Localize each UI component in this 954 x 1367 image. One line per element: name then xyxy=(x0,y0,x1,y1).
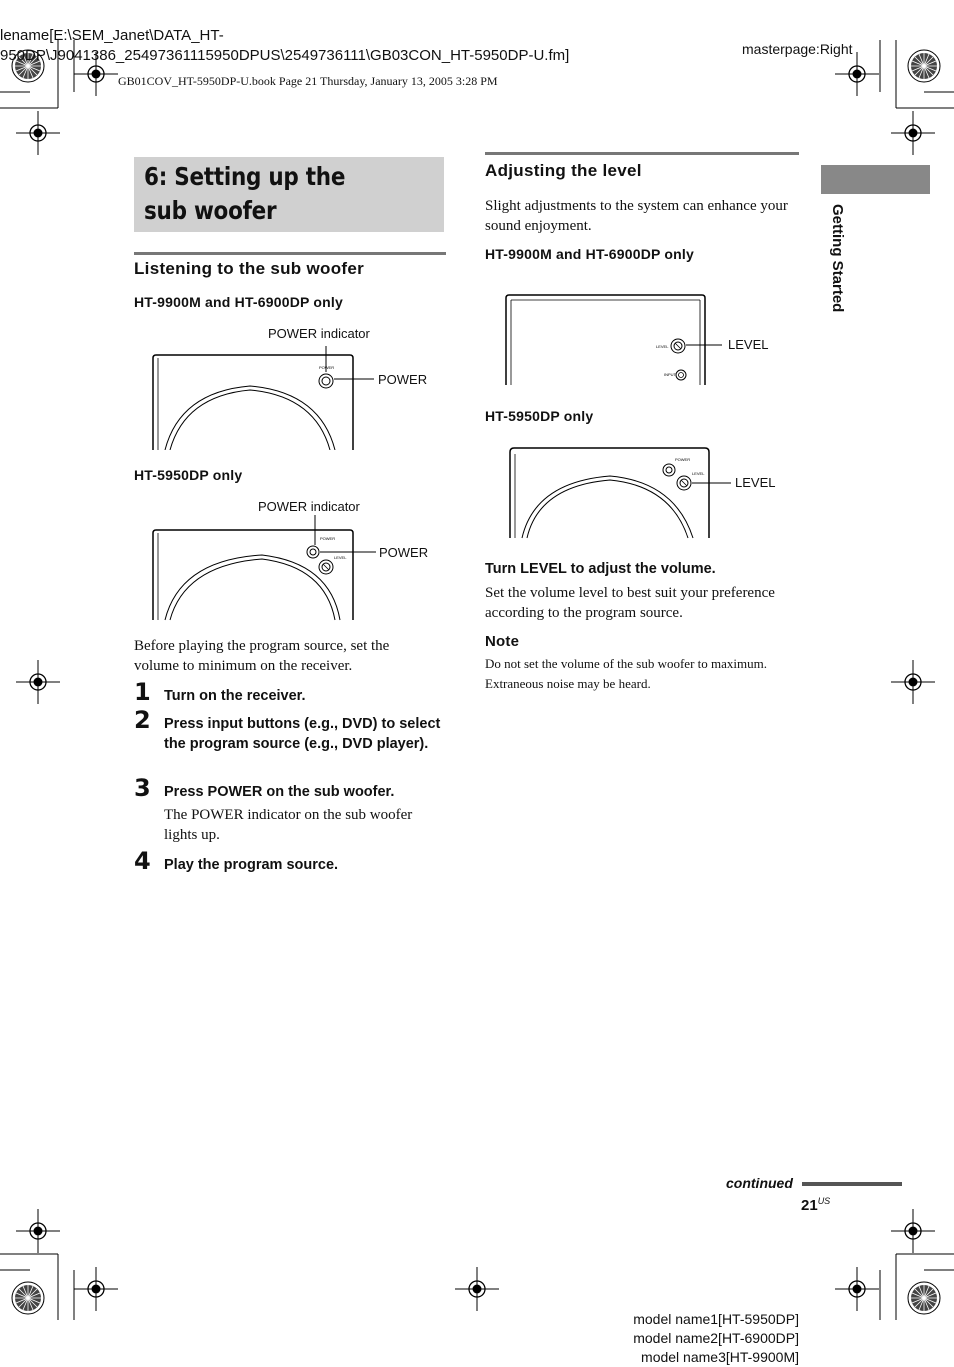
right-heading: Adjusting the level xyxy=(485,161,642,180)
section-title-box xyxy=(134,157,444,232)
power-indicator-label-2: POWER indicator xyxy=(258,499,360,514)
power-button-label-2: POWER xyxy=(379,545,429,560)
right-instruction-detail: Set the volume level to best suit your preference according to the program source. xyxy=(485,585,775,621)
tiny-level-text-2: LEVEL xyxy=(334,555,347,560)
note-text: Do not set the volume of the sub woofer to maximum. Extraneous noise may be heard. xyxy=(485,656,767,691)
header-filename-line2: 950DP\J9041386_25497361115950DPUS\2549736111\GB03CON_HT-5950DP-U.fm] xyxy=(0,47,570,64)
level-label-2: LEVEL xyxy=(735,475,776,490)
header-filename-line1: lename[E:\SEM_Janet\DATA_HT- xyxy=(0,27,224,44)
step-number-2: 2 xyxy=(134,706,151,734)
step-text-4: Play the program source. xyxy=(164,857,339,873)
note-heading: Note xyxy=(485,633,520,650)
step-number-4: 4 xyxy=(134,847,151,875)
model-names xyxy=(600,1310,799,1367)
step-number-1: 1 xyxy=(134,678,151,706)
power-indicator-label: POWER indicator xyxy=(268,326,370,341)
subwoofer-front-illustration-2 xyxy=(150,495,450,625)
level-figure-1 xyxy=(500,290,800,390)
level-figure-2 xyxy=(505,442,805,542)
tiny-input-text-r1: INPUT xyxy=(664,372,676,377)
right-intro-text: Slight adjustments to the system can enhance your sound enjoyment. xyxy=(485,198,788,234)
right-heading-rule xyxy=(485,152,799,155)
right-model-label-1: HT-9900M and HT-6900DP only xyxy=(485,246,694,262)
side-tab-bar xyxy=(821,165,930,194)
header-book-info: GB01COV_HT-5950DP-U.book Page 21 Thursday, January 13, 2005 3:28 PM xyxy=(118,74,498,88)
subwoofer-figure-2 xyxy=(150,495,450,625)
step-detail-3: The POWER indicator on the sub woofer lights up. xyxy=(164,807,413,843)
page-number-value: 21 xyxy=(801,1197,818,1214)
continued-label: continued xyxy=(726,1175,793,1191)
power-button-label: POWER xyxy=(378,372,428,387)
left-intro-text: Before playing the program source, set the volume to minimum on the receiver. xyxy=(134,638,390,674)
header-masterpage: masterpage:Right xyxy=(742,41,853,57)
left-heading-rule xyxy=(134,252,446,255)
left-model-label-1: HT-9900M and HT-6900DP only xyxy=(134,294,343,310)
level-label-1: LEVEL xyxy=(728,337,769,352)
header-filename xyxy=(0,26,569,66)
side-tab-label: Getting Started xyxy=(829,204,846,313)
section-title: 6: Setting up the sub woofer xyxy=(144,162,346,225)
step-number-3: 3 xyxy=(134,774,151,802)
tiny-power-text-2: POWER xyxy=(320,536,336,541)
step-text-1: Turn on the receiver. xyxy=(164,688,306,704)
subwoofer-figure-1 xyxy=(150,320,450,450)
right-model-label-2: HT-5950DP only xyxy=(485,408,594,424)
left-heading: Listening to the sub woofer xyxy=(134,259,365,278)
model-name-2: model name2[HT-6900DP] xyxy=(633,1330,799,1346)
step-text-3: Press POWER on the sub woofer. xyxy=(164,784,395,800)
page-number xyxy=(801,1196,830,1214)
tiny-power-text: POWER xyxy=(319,365,335,370)
subwoofer-front-level-illustration xyxy=(505,442,805,542)
tiny-level-text-r2: LEVEL xyxy=(692,471,705,476)
model-name-3: model name3[HT-9900M] xyxy=(641,1349,799,1365)
left-model-label-2: HT-5950DP only xyxy=(134,467,243,483)
side-tab-label-box xyxy=(822,204,852,334)
step-text-2: Press input buttons (e.g., DVD) to select the program source (e.g., DVD player). xyxy=(164,716,441,752)
continued-bar xyxy=(802,1182,902,1186)
tiny-power-text-r2: POWER xyxy=(675,457,691,462)
model-name-1: model name1[HT-5950DP] xyxy=(633,1311,799,1327)
page-number-suffix: US xyxy=(817,1196,831,1206)
right-instruction: Turn LEVEL to adjust the volume. xyxy=(485,561,716,577)
tiny-level-text-r1: LEVEL xyxy=(656,344,669,349)
